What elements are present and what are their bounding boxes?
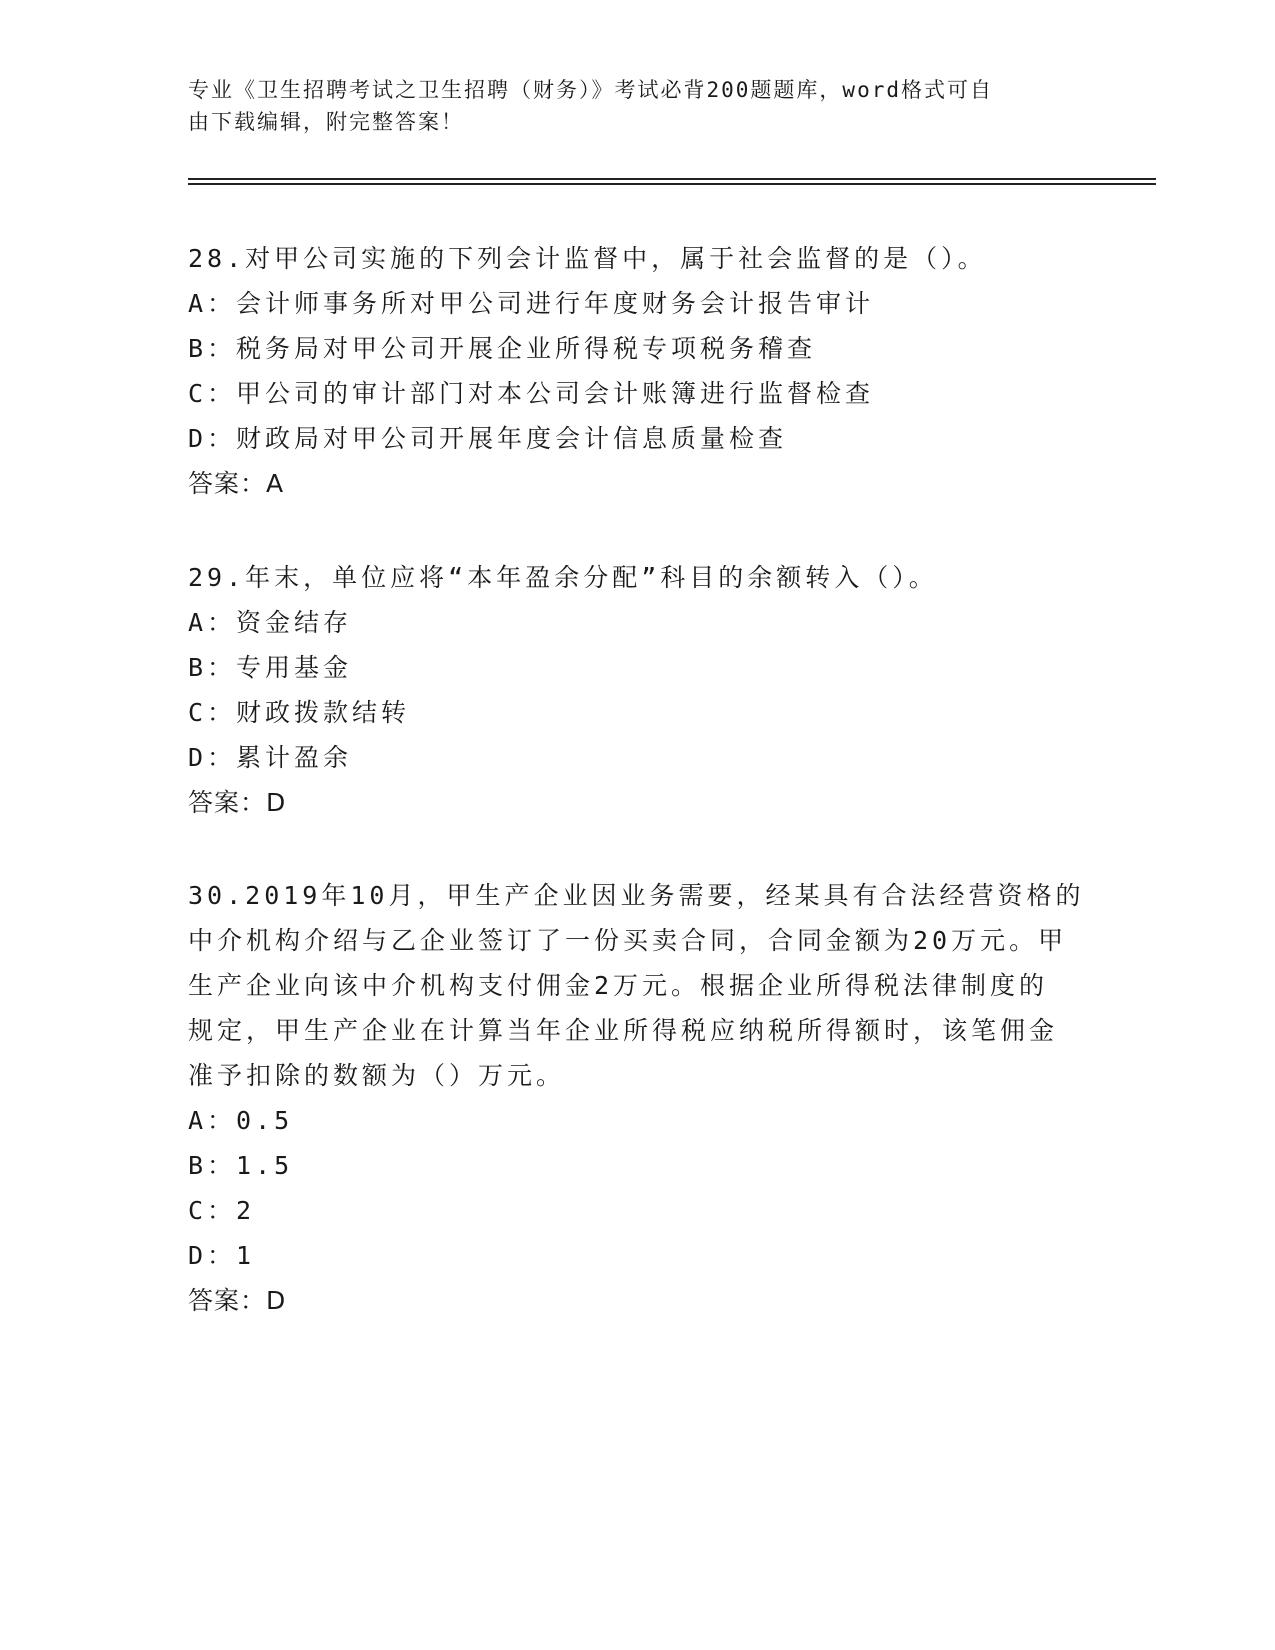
header-divider-top — [188, 178, 1156, 180]
question-stem-line-1: 30.2019年10月，甲生产企业因业务需要，经某具有合法经营资格的 — [188, 881, 1085, 910]
option-b: B：税务局对甲公司开展企业所得税专项税务稽查 — [188, 334, 817, 363]
question-stem-line-3: 生产企业向该中介机构支付佣金2万元。根据企业所得税法律制度的 — [188, 971, 1049, 1000]
document-header — [188, 74, 1088, 138]
option-a: A：资金结存 — [188, 608, 353, 637]
answer-label: 答案：A — [188, 469, 285, 498]
option-d: D：财政局对甲公司开展年度会计信息质量检查 — [188, 424, 788, 453]
answer-label: 答案：D — [188, 1286, 287, 1315]
option-c: C：2 — [188, 1196, 256, 1225]
option-c: C：财政拨款结转 — [188, 698, 411, 727]
header-line-2: 由下载编辑，附完整答案！ — [188, 110, 464, 134]
option-b: B：1.5 — [188, 1151, 294, 1180]
question-stem-line-4: 规定，甲生产企业在计算当年企业所得税应纳税所得额时，该笔佣金 — [188, 1016, 1059, 1045]
option-d: D：1 — [188, 1241, 256, 1270]
option-a: A：会计师事务所对甲公司进行年度财务会计报告审计 — [188, 289, 875, 318]
option-d: D：累计盈余 — [188, 743, 353, 772]
question-28 — [188, 236, 1088, 506]
answer-label: 答案：D — [188, 788, 287, 817]
question-29 — [188, 555, 1088, 825]
question-stem-line-2: 中介机构介绍与乙企业签订了一份买卖合同，合同金额为20万元。甲 — [188, 926, 1068, 955]
option-b: B：专用基金 — [188, 653, 353, 682]
header-line-1: 专业《卫生招聘考试之卫生招聘（财务）》考试必背200题题库，word格式可自 — [188, 78, 993, 102]
question-stem: 29.年末，单位应将“本年盈余分配”科目的余额转入（）。 — [188, 563, 938, 592]
option-a: A：0.5 — [188, 1106, 294, 1135]
option-c: C：甲公司的审计部门对本公司会计账簿进行监督检查 — [188, 379, 875, 408]
question-stem: 28.对甲公司实施的下列会计监督中，属于社会监督的是（）。 — [188, 244, 987, 273]
question-stem-line-5: 准予扣除的数额为（）万元。 — [188, 1061, 566, 1090]
question-30 — [188, 873, 1088, 1323]
header-divider-bottom — [188, 183, 1156, 185]
